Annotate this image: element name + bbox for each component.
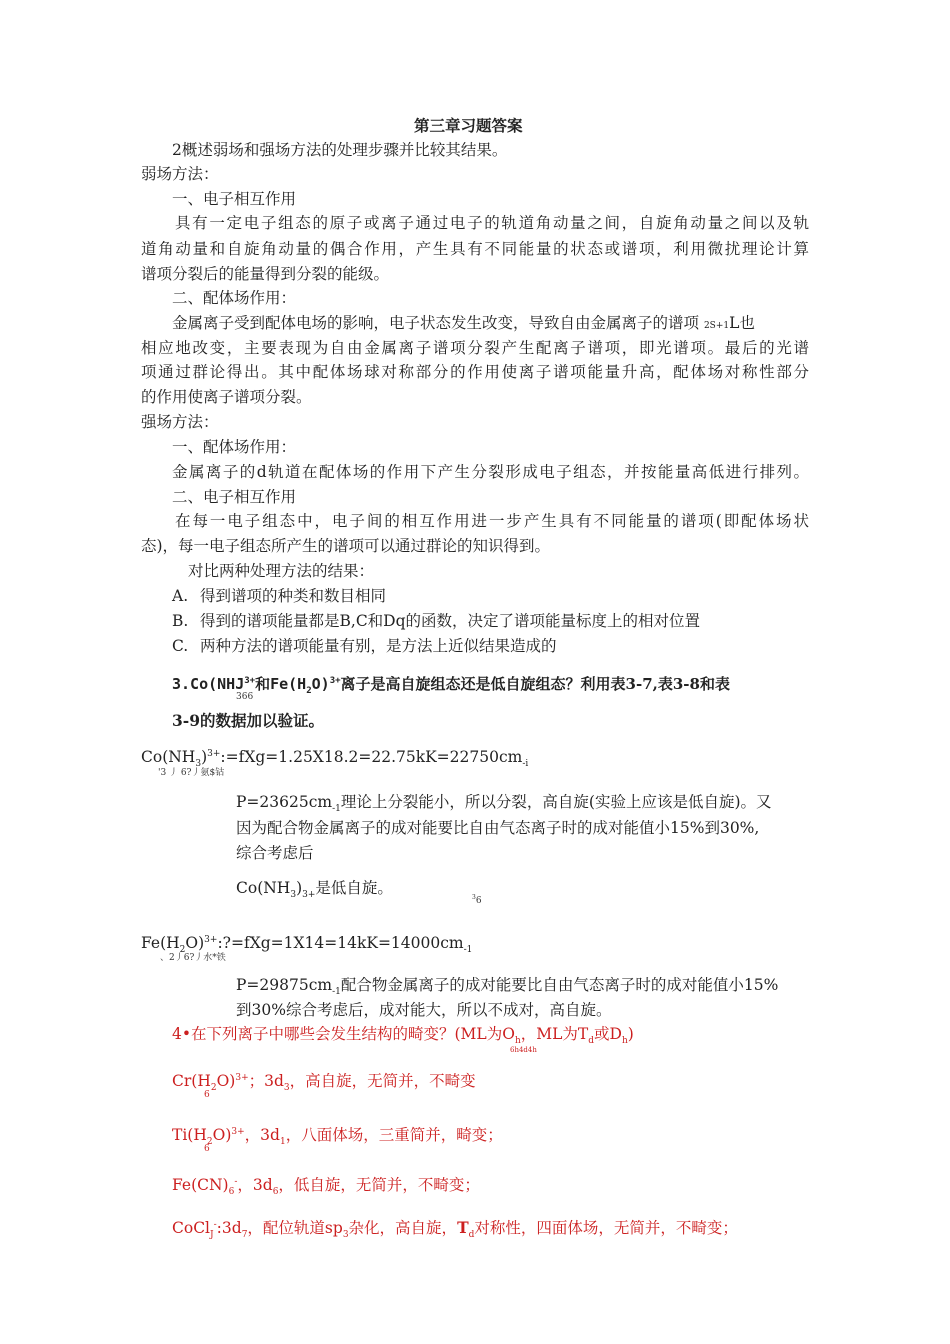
q3-subscript: 3 <box>236 692 242 702</box>
page-title: 第三章习题答案 <box>414 116 523 135</box>
ti-subscript: 6 <box>204 1144 210 1154</box>
cocl-text: 对称性，四面体场，无简并，不畸变； <box>474 1219 738 1237</box>
co-sub: 3 <box>195 759 202 770</box>
cr-sub: 3 <box>283 1083 290 1094</box>
cr-sub: 2 <box>210 1083 217 1094</box>
co-paragraph-line1 <box>236 791 772 813</box>
ti-text: ，八面体场，三重简并，畸变； <box>285 1126 503 1144</box>
cr-sup: 3+ <box>235 1072 249 1083</box>
q3-subscript-row <box>236 692 253 702</box>
fe-sub: 2 <box>179 945 186 956</box>
fecn-sub: 6 <box>228 1187 235 1198</box>
cocl-sub: 7 <box>241 1230 248 1241</box>
q3-question-line1 <box>172 673 730 695</box>
term-superscript: 2S+1 <box>703 321 730 331</box>
cocl-text: CoCl <box>172 1219 211 1237</box>
q3-text: 和Fe(H <box>255 675 307 693</box>
co-concl-small: 3 <box>472 894 476 901</box>
fe-formula-subscripts: 、2丿6?丿水*铁 <box>160 953 226 963</box>
ti-text: O) <box>212 1126 232 1144</box>
q3-subscript: 6 <box>247 692 254 702</box>
fe-formula-text: Fe(H <box>141 934 180 952</box>
co-p-sub: -1 <box>332 804 341 815</box>
q3-text: 离子是高自旋组态还是低自旋组态？利用表3-7,表3-8和表 <box>340 675 730 693</box>
cocl-sup: - <box>213 1219 217 1230</box>
ti-text: Ti(H <box>172 1126 207 1144</box>
weak-section2-line1-text: 金属离子受到配体电场的影响，电子状态发生改变，导致自由金属离子的谱项 <box>172 314 700 332</box>
co-formula-text: Co(NH <box>141 748 196 766</box>
q4-sub: h <box>514 1036 521 1047</box>
fe-paragraph-line2: 到30%综合考虑后，成对能大，所以不成对，高自旋。 <box>236 1001 612 1019</box>
ti-sup: 3+ <box>231 1126 245 1137</box>
weak-section1-line1: 具有一定电子组态的原子或离子通过电子的轨道角动量之间，自旋角动量之间以及轨 <box>175 214 809 232</box>
cr-subscript: 6 <box>204 1090 210 1100</box>
cocl-text: :3d <box>216 1219 242 1237</box>
weak-section2-line1 <box>172 312 755 337</box>
weak-section2-line4: 的作用使离子谱项分裂。 <box>141 388 312 406</box>
q4-sub: d <box>588 1036 595 1047</box>
q3-text: 3.Co(NHJ <box>172 675 245 693</box>
q4-text: ，ML为T <box>520 1025 589 1043</box>
co-concl-text: 是低自旋。 <box>315 879 393 897</box>
co-paragraph-line2: 因为配合物金属离子的成对能要比自由气态离子时的成对能值小15%到30%, <box>236 819 760 837</box>
co-p-text: 理论上分裂能小，所以分裂，高自旋(实验上应该是低自旋)。又 <box>340 793 772 811</box>
fe-sup: 3+ <box>204 934 218 945</box>
weak-section2-line3: 项通过群论得出。其中配体场球对称部分的作用使离子谱项能量升高，配体场对称性部分 <box>141 363 809 381</box>
fe-p-text: 配合物金属离子的成对能要比自由气态离子时的成对能值小15% <box>340 976 779 994</box>
co-concl-text: Co(NH <box>236 879 291 897</box>
weak-section2-heading: 二、配体场作用： <box>172 289 297 307</box>
fe-p-sub: -1 <box>332 987 341 998</box>
q2-question: 2概述弱场和强场方法的处理步骤并比较其结果。 <box>172 141 508 159</box>
q4-text: ) <box>627 1025 634 1043</box>
fe-formula-text: :?=fXg=1X14=14kK=14000cm <box>217 934 464 952</box>
co-formula-text: :=fXg=1.25X18.2=22.75kK=22750cm <box>220 748 523 766</box>
strong-section1-line1: 金属离子的d轨道在配体场的作用下产生分裂形成电子组态，并按能量高低进行排列。 <box>172 463 809 481</box>
list-item-mark: A. <box>172 587 189 605</box>
strong-field-heading: 强场方法： <box>141 413 219 431</box>
list-item <box>172 635 557 657</box>
q4-sub: h <box>621 1036 628 1047</box>
q3-sup: 3+ <box>329 676 341 686</box>
co-formula-subscripts: '3 丿 6?丿氨$钴 <box>158 768 225 778</box>
co-concl-sup: 3+ <box>302 890 316 901</box>
co-paragraph-line3: 综合考虑后 <box>236 844 314 862</box>
cocl-sub: 3 <box>342 1230 349 1241</box>
ti-sub: 2 <box>206 1137 213 1148</box>
co-formula <box>141 746 528 768</box>
strong-section2-line1: 在每一电子组态中，电子间的相互作用进一步产生具有不同能量的谱项(即配体场状 <box>175 512 809 530</box>
co-concl-text: ) <box>296 879 303 897</box>
fe-sub: -1 <box>463 945 473 956</box>
q3-sub: 2 <box>306 686 312 696</box>
list-item-mark: B. <box>172 612 189 630</box>
answer-cocl <box>172 1217 738 1239</box>
list-item <box>172 610 700 632</box>
weak-section2-line2: 相应地改变，主要表现为自由金属离子谱项分裂产生配离子谱项，即光谱项。最后的光谱 <box>141 339 809 357</box>
list-item-text: 得到谱项的种类和数目相同 <box>200 587 387 605</box>
cocl-symmetry: T <box>457 1218 469 1237</box>
cocl-sub: J <box>210 1230 214 1241</box>
q4-question <box>172 1023 634 1045</box>
fe-p-text: P=29875cm <box>236 976 333 994</box>
fecn-sub: 6 <box>272 1187 279 1198</box>
cocl-sub: d <box>468 1230 475 1241</box>
term-symbol: L也 <box>729 314 755 332</box>
co-concl-sub: 3 <box>290 890 297 901</box>
weak-section1-line3: 谱项分裂后的能量得到分裂的能级。 <box>141 265 390 283</box>
weak-section1-line2: 道角动量和自旋角动量的偶合作用，产生具有不同能量的状态或谱项，利用微扰理论计算 <box>141 240 809 258</box>
fecn-text: Fe(CN) <box>172 1176 229 1194</box>
fecn-text: ，3d <box>237 1176 273 1194</box>
q4-text: 4•在下列离子中哪些会发生结构的畸变？(ML为O <box>172 1025 515 1043</box>
co-sup: 3+ <box>207 748 221 759</box>
q3-subscript: 6 <box>241 692 248 702</box>
list-item-text: 两种方法的谱项能量有别，是方法上近似结果造成的 <box>200 637 557 655</box>
fecn-sup: - <box>234 1176 238 1187</box>
q3-question-line2: 3-9的数据加以验证。 <box>172 711 325 730</box>
fe-formula-text: O) <box>185 934 205 952</box>
q3-sup: 3+ <box>244 676 256 686</box>
co-conclusion-subscripts <box>472 896 482 906</box>
fe-paragraph-line1 <box>236 974 778 996</box>
co-formula-text: ) <box>201 748 208 766</box>
q4-question-subscripts: 6h4d4h <box>510 1046 537 1054</box>
list-item <box>172 585 386 607</box>
compare-heading: 对比两种处理方法的结果： <box>188 562 375 580</box>
fecn-text: ，低自旋，无简并，不畸变； <box>278 1176 480 1194</box>
ti-text: ，3d <box>244 1126 280 1144</box>
ti-sub: 1 <box>279 1137 286 1148</box>
strong-section1-heading: 一、配体场作用： <box>172 438 297 456</box>
q4-text: 或D <box>594 1025 622 1043</box>
co-concl-small: 6 <box>475 896 482 906</box>
q3-text: O) <box>311 675 330 693</box>
weak-section1-heading: 一、电子相互作用 <box>172 190 297 208</box>
cr-text: ，高自旋，无简并，不畸变 <box>289 1072 476 1090</box>
co-sub: -i <box>522 759 529 770</box>
cocl-text: ，配位轨道sp <box>247 1219 343 1237</box>
answer-fe-cn <box>172 1174 480 1196</box>
weak-field-heading: 弱场方法： <box>141 165 219 183</box>
co-p-text: P=23625cm <box>236 793 333 811</box>
answer-ti <box>172 1124 503 1146</box>
strong-section2-line2: 态)，每一电子组态所产生的谱项可以通过群论的知识得到。 <box>141 537 551 555</box>
list-item-text: 得到的谱项能量都是B,C和Dq的函数，决定了谱项能量标度上的相对位置 <box>200 612 701 630</box>
fe-formula <box>141 932 472 954</box>
cr-text: ；3d <box>248 1072 284 1090</box>
co-conclusion <box>236 877 393 899</box>
answer-cr <box>172 1070 476 1092</box>
cr-text: O) <box>216 1072 236 1090</box>
cocl-text: 杂化，高自旋， <box>348 1219 458 1237</box>
strong-section2-heading: 二、电子相互作用 <box>172 488 297 506</box>
cr-text: Cr(H <box>172 1072 211 1090</box>
list-item-mark: C. <box>172 637 189 655</box>
